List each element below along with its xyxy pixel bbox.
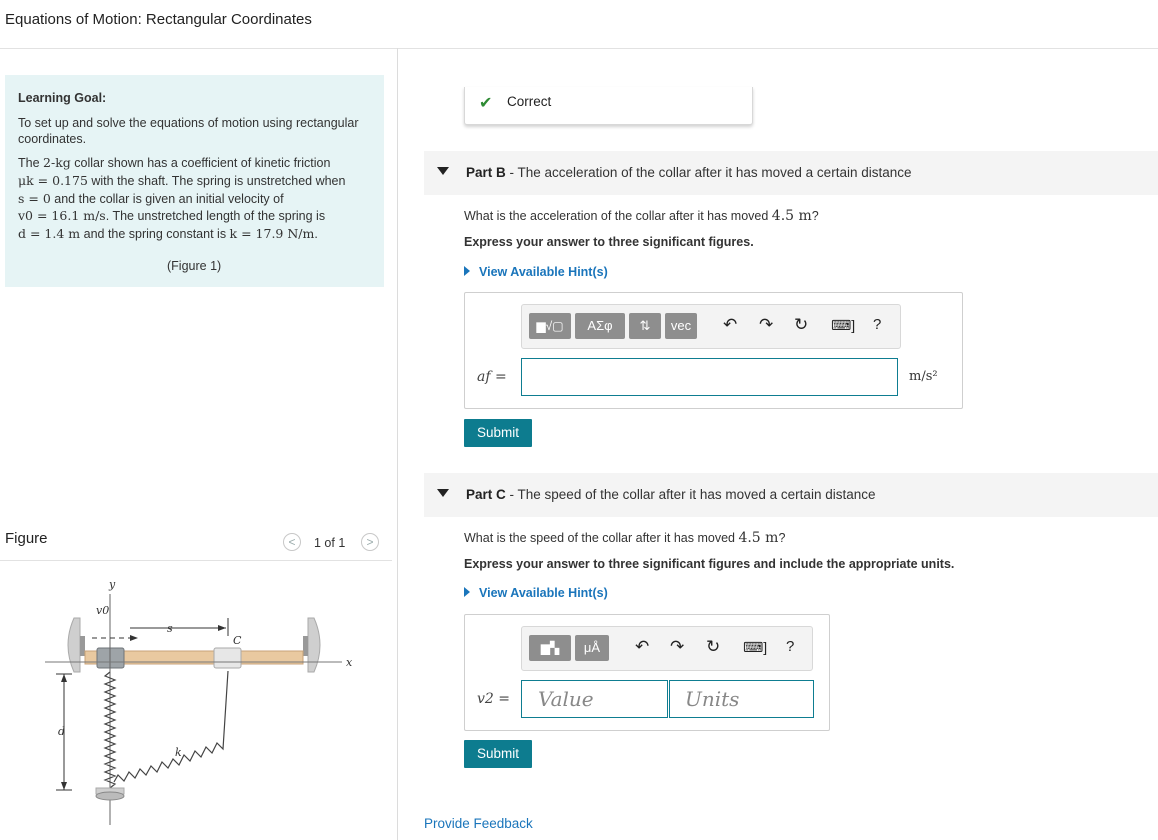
help-icon[interactable]: ? [786, 638, 795, 655]
label-k: k [175, 746, 182, 759]
value-input[interactable] [521, 680, 668, 718]
caret-right-icon [464, 587, 470, 597]
part-b-unit: m/s² [909, 369, 938, 384]
figure-next-button[interactable]: > [361, 533, 379, 551]
figure-diagram [30, 570, 370, 832]
part-b-distance: 4.5 m [771, 208, 812, 224]
problem-line2: μk = 0.175 with the shaft. The spring is unstretched when [18, 173, 346, 188]
figure-title: Figure [5, 530, 48, 547]
diagonal-spring [114, 671, 228, 782]
part-c-distance: 4.5 m [738, 530, 779, 546]
initial-velocity: v0 = 16.1 m/s [18, 208, 106, 223]
label-s: s [167, 622, 173, 635]
label-y: y [109, 578, 116, 591]
column-divider [397, 48, 398, 840]
part-b-hint-link[interactable]: View Available Hint(s) [464, 265, 608, 279]
correct-status [464, 87, 753, 125]
part-c-submit-button[interactable]: Submit [464, 740, 532, 768]
undo-icon[interactable]: ↶ [635, 637, 650, 656]
collapse-icon[interactable] [437, 167, 449, 175]
caret-right-icon [464, 266, 470, 276]
part-b-instruction: Express your answer to three significant figures. [464, 235, 754, 249]
reset-icon[interactable]: ↻ [794, 315, 809, 334]
keyboard-icon[interactable]: ⌨] [831, 317, 856, 333]
left-support [68, 618, 80, 672]
label-x: x [346, 656, 353, 669]
part-c-instruction: Express your answer to three significant figures and include the appropriate units. [464, 557, 955, 571]
s-zero: s = 0 [18, 191, 51, 206]
figure-prev-button[interactable]: < [283, 533, 301, 551]
vertical-spring [105, 672, 115, 788]
units-button[interactable]: μÅ [575, 635, 609, 661]
undo-icon[interactable]: ↶ [723, 315, 738, 334]
part-b-label: Part B [466, 165, 506, 180]
part-b-header[interactable]: Part B - The acceleration of the collar after it has moved a certain distance [424, 151, 1158, 195]
reset-icon[interactable]: ↻ [706, 637, 721, 656]
label-v0: v0 [96, 604, 110, 617]
templates-button[interactable]: ▆√▢ [529, 313, 571, 339]
collapse-icon[interactable] [437, 489, 449, 497]
part-c-question: What is the speed of the collar after it has moved 4.5 m? [464, 530, 786, 546]
correct-label: Correct [507, 94, 552, 109]
figure-count: 1 of 1 [314, 536, 346, 550]
header-divider [0, 48, 1158, 49]
part-b-variable: af = [477, 369, 507, 385]
checkmark-icon: ✔ [479, 95, 493, 112]
spring-constant: k = 17.9 N/m [229, 226, 315, 241]
goal-text-line2: coordinates. [18, 132, 87, 146]
part-b-title: The acceleration of the collar after it has moved a certain distance [517, 165, 912, 180]
part-b-submit-button[interactable]: Submit [464, 419, 532, 447]
base-pin [96, 792, 124, 800]
page-title: Equations of Motion: Rectangular Coordinates [5, 11, 312, 28]
provide-feedback-link[interactable]: Provide Feedback [424, 816, 533, 831]
part-c-hint-link[interactable]: View Available Hint(s) [464, 586, 608, 600]
help-icon[interactable]: ? [873, 316, 882, 333]
problem-line5: d = 1.4 m and the spring constant is k = 17.9 N/m. [18, 226, 318, 241]
part-b-answer-box [464, 292, 963, 409]
mass-value: 2-kg [43, 155, 71, 170]
figure-link[interactable]: (Figure 1) [167, 259, 222, 273]
learning-goal-heading: Learning Goal: [18, 91, 107, 105]
part-c-header[interactable]: Part C - The speed of the collar after it has moved a certain distance [424, 473, 1158, 517]
problem-line1: The 2-kg collar shown has a coefficient of kinetic friction [18, 155, 331, 170]
arrows-button[interactable]: ⇅ [629, 313, 661, 339]
templates-button[interactable]: ▆▚ [529, 635, 571, 661]
greek-button[interactable]: ΑΣφ [575, 313, 625, 339]
length-value: d = 1.4 m [18, 226, 81, 241]
part-c-variable: v2 = [477, 691, 510, 707]
right-support [308, 618, 320, 672]
redo-icon[interactable]: ↷ [759, 315, 774, 334]
value-placeholder: Value [538, 687, 594, 711]
learning-goal-panel [5, 75, 384, 287]
redo-icon[interactable]: ↷ [670, 637, 685, 656]
figure-divider [0, 560, 392, 561]
units-placeholder: Units [685, 687, 740, 711]
part-c-label: Part C [466, 487, 506, 502]
part-b-question: What is the acceleration of the collar after it has moved 4.5 m? [464, 208, 819, 224]
part-c-answer-box [464, 614, 830, 731]
units-input[interactable] [669, 680, 814, 718]
part-c-toolbar [521, 626, 813, 671]
label-c: C [233, 634, 242, 647]
problem-line3: s = 0 and the collar is given an initial velocity of [18, 191, 284, 206]
part-c-title: The speed of the collar after it has moved a certain distance [517, 487, 876, 502]
problem-line4: v0 = 16.1 m/s. The unstretched length of the spring is [18, 208, 326, 223]
label-d: d [58, 725, 66, 738]
collar-position-c [214, 648, 241, 668]
goal-text-line1: To set up and solve the equations of motion using rectangular [18, 116, 359, 130]
keyboard-icon[interactable]: ⌨] [743, 639, 768, 655]
part-b-toolbar [521, 304, 901, 349]
friction-value: μk = 0.175 [18, 173, 88, 188]
acceleration-input[interactable] [521, 358, 898, 396]
vector-button[interactable]: vec [665, 313, 697, 339]
